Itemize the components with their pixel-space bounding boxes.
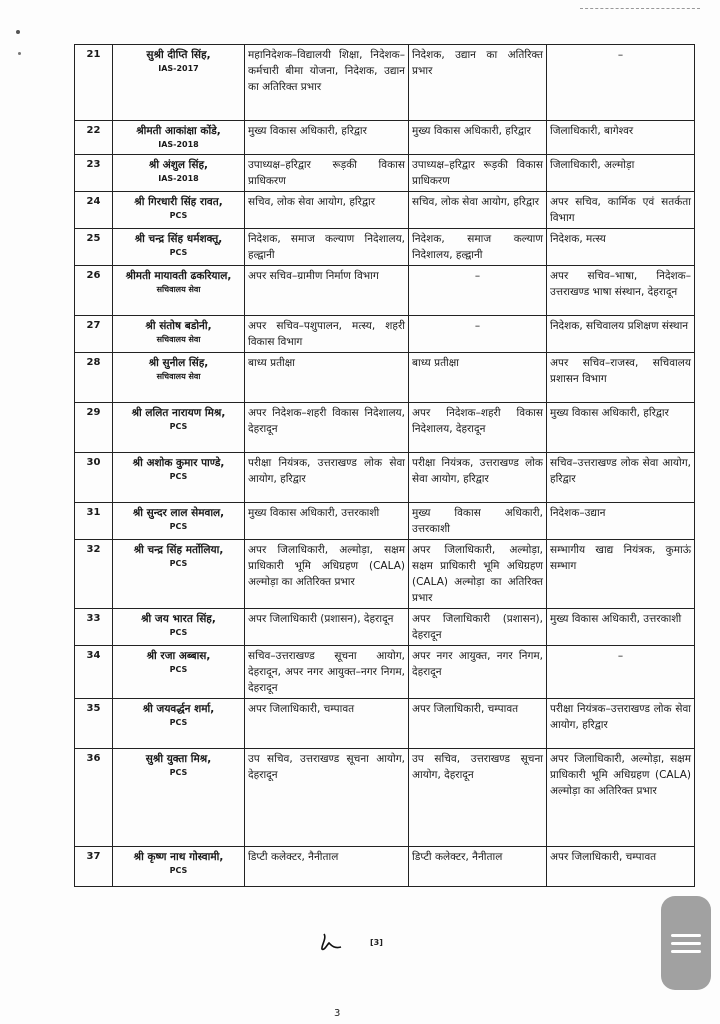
serial-number: 28 xyxy=(86,357,101,368)
relieved-post: मुख्य विकास अधिकारी, उत्तरकाशी xyxy=(412,507,543,535)
relieved-post-cell xyxy=(409,192,547,229)
relieved-post-cell xyxy=(409,121,547,155)
new-post-cell xyxy=(547,45,695,121)
table-row xyxy=(75,316,695,353)
hamburger-menu-icon xyxy=(671,950,701,953)
officer-service: सचिवालय सेवा xyxy=(156,335,201,344)
new-post-cell xyxy=(547,121,695,155)
officer-name: श्री रजा अब्बास, xyxy=(146,650,211,662)
page-marker: [3] xyxy=(370,938,383,947)
current-post-cell xyxy=(245,155,409,192)
new-post: अपर जिलाधिकारी, चम्पावत xyxy=(550,851,657,863)
current-post-cell xyxy=(245,453,409,503)
serial-number: 24 xyxy=(86,196,101,207)
current-post-cell xyxy=(245,503,409,540)
relieved-post: सचिव, लोक सेवा आयोग, हरिद्वार xyxy=(412,196,539,208)
new-post-cell xyxy=(547,609,695,646)
new-post-cell xyxy=(547,192,695,229)
officer-service: PCS xyxy=(169,422,188,431)
new-post-cell xyxy=(547,266,695,316)
serial-number-cell xyxy=(75,646,113,699)
relieved-post: अपर जिलाधिकारी, अल्मोड़ा, सक्षम प्राधिकारी भूमि अधिग्रहण (CALA) अल्मोड़ा का अतिरिक्त प्रभार xyxy=(412,544,543,604)
viewer-menu-button[interactable] xyxy=(661,896,711,990)
table-row xyxy=(75,266,695,316)
new-post: निदेशक, सचिवालय प्रशिक्षण संस्थान xyxy=(550,320,689,332)
serial-number-cell xyxy=(75,503,113,540)
serial-number: 33 xyxy=(86,613,101,624)
new-post: अपर जिलाधिकारी, अल्मोड़ा, सक्षम प्राधिकारी भूमि अधिग्रहण (CALA) अल्मोड़ा का अतिरिक्त प्रभार xyxy=(550,753,691,797)
relieved-post-cell xyxy=(409,540,547,609)
officer-service: PCS xyxy=(169,665,188,674)
officer-name-cell xyxy=(113,403,245,453)
serial-number: 27 xyxy=(86,320,101,331)
relieved-post: – xyxy=(474,320,481,332)
current-post-cell xyxy=(245,121,409,155)
officer-service: सचिवालय सेवा xyxy=(156,372,201,381)
relieved-post-cell xyxy=(409,609,547,646)
current-post-cell xyxy=(245,229,409,266)
new-post-cell xyxy=(547,646,695,699)
table-row xyxy=(75,121,695,155)
serial-number: 25 xyxy=(86,233,101,244)
new-post-cell xyxy=(547,353,695,403)
officer-name-cell xyxy=(113,749,245,847)
serial-number-cell xyxy=(75,266,113,316)
relieved-post: मुख्य विकास अधिकारी, हरिद्वार xyxy=(412,125,531,137)
new-post: निदेशक–उद्यान xyxy=(550,507,606,519)
table-row xyxy=(75,155,695,192)
new-post-cell xyxy=(547,503,695,540)
officer-name-cell xyxy=(113,847,245,887)
current-post: महानिदेशक–विद्यालयी शिक्षा, निदेशक–कर्मचारी बीमा योजना, निदेशक, उद्यान का अतिरिक्त प्रभार xyxy=(248,49,405,93)
relieved-post: अपर निदेशक–शहरी विकास निदेशालय, देहरादून xyxy=(412,407,543,435)
new-post: सम्भागीय खाद्य नियंत्रक, कुमाऊं सम्भाग xyxy=(550,544,691,572)
relieved-post: अपर नगर आयुक्त, नगर निगम, देहरादून xyxy=(412,650,543,678)
serial-number-cell xyxy=(75,749,113,847)
relieved-post-cell xyxy=(409,503,547,540)
officer-service: IAS-2017 xyxy=(158,64,199,73)
serial-number-cell xyxy=(75,229,113,266)
officer-service: PCS xyxy=(169,628,188,637)
new-post: निदेशक, मत्स्य xyxy=(550,233,606,245)
officer-name-cell xyxy=(113,646,245,699)
officer-service: PCS xyxy=(169,472,188,481)
officer-service: PCS xyxy=(169,522,188,531)
new-post: मुख्य विकास अधिकारी, हरिद्वार xyxy=(550,407,669,419)
current-post: अपर सचिव–पशुपालन, मत्स्य, शहरी विकास विभाग xyxy=(248,320,405,348)
officer-name: श्री कृष्ण नाथ गोस्वामी, xyxy=(133,851,224,863)
officer-service: IAS-2018 xyxy=(158,174,199,183)
serial-number-cell xyxy=(75,403,113,453)
officer-name: श्री चन्द्र सिंह धर्मशक्तू, xyxy=(134,233,223,245)
relieved-post-cell xyxy=(409,229,547,266)
relieved-post-cell xyxy=(409,316,547,353)
current-post: मुख्य विकास अधिकारी, उत्तरकाशी xyxy=(248,507,380,519)
officer-service: PCS xyxy=(169,211,188,220)
serial-number: 29 xyxy=(86,407,101,418)
current-post-cell xyxy=(245,192,409,229)
current-post: परीक्षा नियंत्रक, उत्तराखण्ड लोक सेवा आयोग, हरिद्वार xyxy=(248,457,405,485)
officer-name: श्री जय भारत सिंह, xyxy=(141,613,216,625)
relieved-post: परीक्षा नियंत्रक, उत्तराखण्ड लोक सेवा आयोग, हरिद्वार xyxy=(412,457,543,485)
serial-number-cell xyxy=(75,45,113,121)
relieved-post: अपर जिलाधिकारी, चम्पावत xyxy=(412,703,519,715)
new-post-cell xyxy=(547,316,695,353)
current-post: अपर सचिव–ग्रामीण निर्माण विभाग xyxy=(248,270,379,282)
table-row xyxy=(75,192,695,229)
officer-service: IAS-2018 xyxy=(158,140,199,149)
hamburger-menu-icon xyxy=(671,942,701,945)
table-row xyxy=(75,229,695,266)
serial-number-cell xyxy=(75,847,113,887)
serial-number-cell xyxy=(75,353,113,403)
hamburger-menu-icon xyxy=(671,934,701,937)
current-post-cell xyxy=(245,266,409,316)
serial-number: 36 xyxy=(86,753,101,764)
relieved-post: बाध्य प्रतीक्षा xyxy=(412,357,460,369)
new-post: अपर सचिव–राजस्व, सचिवालय प्रशासन विभाग xyxy=(550,357,691,385)
officer-name-cell xyxy=(113,45,245,121)
relieved-post: निदेशक, समाज कल्याण निदेशालय, हल्द्वानी xyxy=(412,233,543,261)
current-post: मुख्य विकास अधिकारी, हरिद्वार xyxy=(248,125,367,137)
serial-number-cell xyxy=(75,121,113,155)
new-post: सचिव–उत्तराखण्ड लोक सेवा आयोग, हरिद्वार xyxy=(550,457,691,485)
officer-name-cell xyxy=(113,609,245,646)
page-number: 3 xyxy=(334,1008,341,1019)
new-post: अपर सचिव–भाषा, निदेशक–उत्तराखण्ड भाषा संस्थान, देहरादून xyxy=(550,270,691,298)
table-row xyxy=(75,403,695,453)
table-row xyxy=(75,540,695,609)
officer-name: श्री संतोष बडोनी, xyxy=(145,320,212,332)
officer-name-cell xyxy=(113,453,245,503)
officer-service: सचिवालय सेवा xyxy=(156,285,201,294)
officer-name: श्री जयवर्द्धन शर्मा, xyxy=(142,703,215,715)
officer-name-cell xyxy=(113,316,245,353)
signature-mark xyxy=(318,932,344,952)
officer-name-cell xyxy=(113,540,245,609)
relieved-post-cell xyxy=(409,453,547,503)
relieved-post: डिप्टी कलेक्टर, नैनीताल xyxy=(412,851,503,863)
new-post-cell xyxy=(547,847,695,887)
relieved-post-cell xyxy=(409,403,547,453)
scan-artifact xyxy=(580,8,700,13)
current-post-cell xyxy=(245,540,409,609)
officer-name-cell xyxy=(113,266,245,316)
new-post-cell xyxy=(547,403,695,453)
relieved-post: निदेशक, उद्यान का अतिरिक्त प्रभार xyxy=(412,49,543,77)
current-post: सचिव–उत्तराखण्ड सूचना आयोग, देहरादून, अपर नगर आयुक्त–नगर निगम, देहरादून xyxy=(248,650,405,694)
officer-name-cell xyxy=(113,699,245,749)
current-post: डिप्टी कलेक्टर, नैनीताल xyxy=(248,851,339,863)
officer-name: श्री सुन्दर लाल सेमवाल, xyxy=(132,507,225,519)
officer-name: सुश्री दीप्ति सिंह, xyxy=(146,49,211,61)
current-post: उप सचिव, उत्तराखण्ड सूचना आयोग, देहरादून xyxy=(248,753,405,781)
officer-service: PCS xyxy=(169,559,188,568)
current-post-cell xyxy=(245,45,409,121)
new-post: मुख्य विकास अधिकारी, उत्तरकाशी xyxy=(550,613,682,625)
new-post: अपर सचिव, कार्मिक एवं सतर्कता विभाग xyxy=(550,196,691,224)
officer-name-cell xyxy=(113,229,245,266)
relieved-post-cell xyxy=(409,266,547,316)
current-post: अपर जिलाधिकारी, चम्पावत xyxy=(248,703,355,715)
serial-number: 22 xyxy=(86,125,101,136)
new-post: – xyxy=(617,650,624,662)
serial-number: 35 xyxy=(86,703,101,714)
new-post-cell xyxy=(547,749,695,847)
officer-name: श्रीमती मायावती ढकरियाल, xyxy=(125,270,232,282)
relieved-post-cell xyxy=(409,45,547,121)
serial-number-cell xyxy=(75,540,113,609)
transfer-table xyxy=(74,44,695,887)
new-post-cell xyxy=(547,540,695,609)
serial-number-cell xyxy=(75,155,113,192)
current-post: अपर जिलाधिकारी (प्रशासन), देहरादून xyxy=(248,613,394,625)
officer-service: PCS xyxy=(169,248,188,257)
table-row xyxy=(75,503,695,540)
new-post-cell xyxy=(547,699,695,749)
officer-name: श्री सुनील सिंह, xyxy=(148,357,209,369)
serial-number: 30 xyxy=(86,457,101,468)
serial-number-cell xyxy=(75,316,113,353)
relieved-post: उप सचिव, उत्तराखण्ड सूचना आयोग, देहरादून xyxy=(412,753,543,781)
officer-name-cell xyxy=(113,192,245,229)
officer-name-cell xyxy=(113,155,245,192)
officer-name: श्री गिरधारी सिंह रावत, xyxy=(134,196,223,208)
relieved-post-cell xyxy=(409,155,547,192)
serial-number: 37 xyxy=(86,851,101,862)
current-post: निदेशक, समाज कल्याण निदेशालय, हल्द्वानी xyxy=(248,233,405,261)
serial-number-cell xyxy=(75,699,113,749)
serial-number: 21 xyxy=(86,49,101,60)
current-post: सचिव, लोक सेवा आयोग, हरिद्वार xyxy=(248,196,375,208)
relieved-post-cell xyxy=(409,749,547,847)
table-row xyxy=(75,699,695,749)
table-row xyxy=(75,749,695,847)
officer-service: PCS xyxy=(169,718,188,727)
table-row xyxy=(75,453,695,503)
serial-number: 31 xyxy=(86,507,101,518)
table-row xyxy=(75,353,695,403)
officer-name-cell xyxy=(113,353,245,403)
current-post-cell xyxy=(245,353,409,403)
serial-number-cell xyxy=(75,609,113,646)
serial-number: 23 xyxy=(86,159,101,170)
officer-service: PCS xyxy=(169,768,188,777)
current-post-cell xyxy=(245,316,409,353)
serial-number: 32 xyxy=(86,544,101,555)
current-post-cell xyxy=(245,749,409,847)
new-post: जिलाधिकारी, अल्मोड़ा xyxy=(550,159,635,171)
serial-number: 26 xyxy=(86,270,101,281)
officer-name: श्रीमती आकांक्षा कोंडे, xyxy=(136,125,221,137)
relieved-post: अपर जिलाधिकारी (प्रशासन), देहरादून xyxy=(412,613,543,641)
new-post-cell xyxy=(547,229,695,266)
relieved-post-cell xyxy=(409,699,547,749)
officer-name-cell xyxy=(113,503,245,540)
serial-number-cell xyxy=(75,192,113,229)
officer-name: श्री चन्द्र सिंह मर्तोलिया, xyxy=(133,544,224,556)
scan-dot xyxy=(16,30,20,34)
current-post-cell xyxy=(245,646,409,699)
officer-name-cell xyxy=(113,121,245,155)
relieved-post-cell xyxy=(409,847,547,887)
new-post-cell xyxy=(547,453,695,503)
relieved-post-cell xyxy=(409,646,547,699)
current-post-cell xyxy=(245,847,409,887)
serial-number: 34 xyxy=(86,650,101,661)
officer-service: PCS xyxy=(169,866,188,875)
current-post-cell xyxy=(245,403,409,453)
table-row xyxy=(75,646,695,699)
current-post: अपर निदेशक–शहरी विकास निदेशालय, देहरादून xyxy=(248,407,405,435)
serial-number-cell xyxy=(75,453,113,503)
officer-name: श्री अंशुल सिंह, xyxy=(148,159,209,171)
officer-name: श्री ललित नारायण मिश्र, xyxy=(131,407,226,419)
current-post: बाध्य प्रतीक्षा xyxy=(248,357,296,369)
officer-name: सुश्री युक्ता मिश्र, xyxy=(145,753,212,765)
relieved-post-cell xyxy=(409,353,547,403)
current-post: उपाध्यक्ष–हरिद्वार रूड़की विकास प्राधिकरण xyxy=(248,159,405,187)
relieved-post: उपाध्यक्ष–हरिद्वार रूड़की विकास प्राधिकरण xyxy=(412,159,543,187)
current-post-cell xyxy=(245,699,409,749)
current-post: अपर जिलाधिकारी, अल्मोड़ा, सक्षम प्राधिकारी भूमि अधिग्रहण (CALA) अल्मोड़ा का अतिरिक्त प्रभार xyxy=(248,544,405,588)
scan-dot xyxy=(18,52,21,55)
current-post-cell xyxy=(245,609,409,646)
new-post: जिलाधिकारी, बागेश्वर xyxy=(550,125,634,137)
table-row xyxy=(75,847,695,887)
new-post: परीक्षा नियंत्रक–उत्तराखण्ड लोक सेवा आयोग, हरिद्वार xyxy=(550,703,691,731)
table-row xyxy=(75,45,695,121)
relieved-post: – xyxy=(474,270,481,282)
new-post-cell xyxy=(547,155,695,192)
table-row xyxy=(75,609,695,646)
new-post: – xyxy=(617,49,624,61)
officer-name: श्री अशोक कुमार पाण्डे, xyxy=(132,457,225,469)
